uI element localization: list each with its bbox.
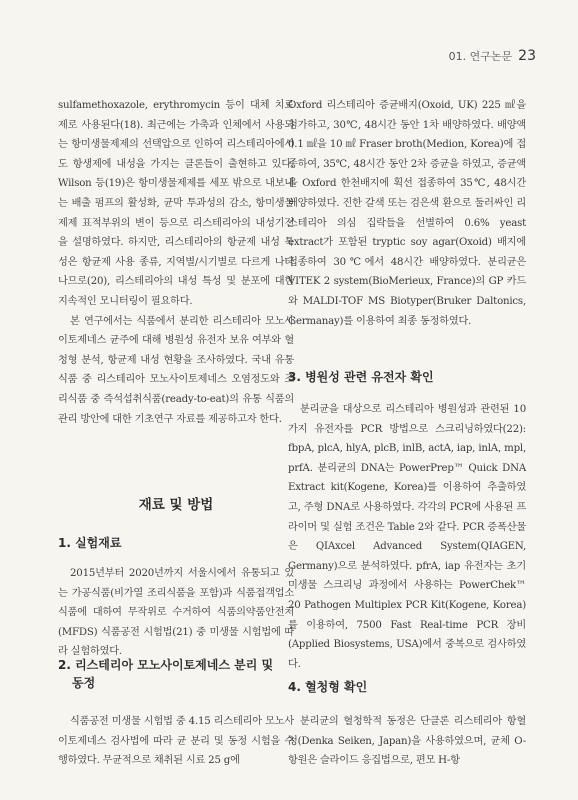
heading-line: 동정 bbox=[72, 676, 96, 690]
subsection-heading: 4. 혈청형 확인 bbox=[288, 680, 368, 694]
right-column-pcr bbox=[288, 400, 526, 674]
left-column-isolation bbox=[58, 712, 294, 771]
paragraph: 본 연구에서는 식품에서 분리한 리스테리아 모노사이토제네스 균주에 대해 병원성 유전자 보유 여부와 혈청형 분석, 항균제 내성 현황을 조사하였다. 국내 유통 식품 중 리스테리아 모노사이토제네스 오염정도와 조리식품 중 즉석섭취식품(ready-to-eat)의 유통 식품의 관리 방안에 대한 기초연구 자료를 제공하고자 한다. bbox=[58, 315, 294, 425]
subsection-heading: 3. 병원성 관련 유전자 확인 bbox=[288, 370, 434, 384]
paragraph: 식품공전 미생물 시험법 중 4.15 리스테리아 모노사이토제네스 검사법에 따라 균 분리 및 동정 시험을 수행하였다. 무균적으로 채취된 시료 25 g에 bbox=[58, 716, 294, 767]
left-column bbox=[58, 96, 294, 429]
section-label: 01. 연구논문 bbox=[448, 50, 513, 63]
right-column bbox=[288, 96, 526, 331]
left-column-materials bbox=[58, 564, 294, 662]
right-column-serotype bbox=[288, 712, 526, 771]
paragraph: 분리균을 대상으로 리스테리아 병원성과 관련된 10가지 유전자를 PCR 방법으로 스크리닝하였다(22): fbpA, plcA, hlyA, plcB, inlB, actA, iap, inlA, mpl, prfA. 분리균의 DNA는 PowerPrep™ Quick DNA Extract kit(Kogene, Korea)를 이용하여 추출하였고, 주형 DNA로 사용하였다. 각각의 PCR에 사용된 프라이머 및 실험 조건은 Table 2와 같다. PCR 증폭산물은 QIAxcel Advanced System(QIAGEN, Germany)으로 분석하였다. pfrA, iap 유전자는 초기 미생물 스크리닝 과정에서 사용하는 PowerChek™ 20 Pathogen Multiplex PCR Kit(Kogene, Korea)를 이용하여, 7500 Fast Real-time PCR 장비(Applied Biosystems, USA)에서 중복으로 검사하였다. bbox=[288, 404, 526, 670]
paragraph: Oxford 리스테리아 증균배지(Oxoid, UK) 225 ㎖을 첨가하고, 30℃, 48시간 동안 1차 배양하였다. 배양액 0.1 ㎖을 10 ㎖ Fraser broth(Medion, Korea)에 접종하여, 35℃, 48시간 동안 2차 증균을 하였고, 증균액을 Oxford 한천배지에 획선 접종하여 35℃, 48시간 배양하였다. 진한 갈색 또는 검은색 환으로 둘러싸인 리스테리아 의심 집락들을 선별하여 0.6% yeast extract가 포함된 tryptic soy agar(Oxoid) 배지에 접종하여 30℃에서 48시간 배양하였다. 분리균은 VITEK 2 system(BioMerieux, France)의 GP 카드와 MALDI-TOF MS Biotyper(Bruker Daltonics, Germanay)를 이용하여 최종 동정하였다. bbox=[288, 100, 526, 327]
page-header bbox=[449, 48, 536, 64]
subsection-heading bbox=[58, 656, 273, 692]
paragraph: 분리균의 혈청학적 동정은 단클론 리스테리아 항혈청(Denka Seiken, Japan)을 사용하였으며, 균체 O-항원은 슬라이드 응집법으로, 편모 H-항 bbox=[288, 716, 526, 767]
page-number: 23 bbox=[518, 48, 536, 64]
paragraph: 2015년부터 2020년까지 서울시에서 유통되고 있는 가공식품(비가열 조리식품을 포함)과 식품접객업소 식품에 대하여 무작위로 수거하여 식품의약품안전처(MFDS) 식품공전 시험법(21) 중 미생물 시험법에 따라 실험하였다. bbox=[58, 568, 294, 658]
paragraph: sulfamethoxazole, erythromycin 등이 대체 치료제로 사용된다(18). 최근에는 가축과 인체에서 사용되는 항미생물제제의 선택압으로 인하여 리스테리아에서도 항생제에 내성을 가지는 클론들이 출현하고 있다. Wilson 등(19)은 항미생물제제를 세포 밖으로 내보내는 배출 펌프의 활성화, 균막 투과성의 감소, 항미생물제제 표적부위의 변이 등으로 리스테리아의 내성기전을 설명하였다. 하지만, 리스테리아의 항균제 내성 특성은 항균제 사용 종류, 지역별/시기별로 다르게 나타나므로(20), 리스테리아의 내성 특성 및 분포에 대한 지속적인 모니터링이 필요하다. bbox=[58, 100, 294, 307]
subsection-heading: 1. 실험재료 bbox=[58, 536, 122, 550]
heading-line: 2. 리스테리아 모노사이토제네스 분리 및 bbox=[58, 658, 274, 672]
section-heading-methods: 재료 및 방법 bbox=[138, 497, 214, 513]
